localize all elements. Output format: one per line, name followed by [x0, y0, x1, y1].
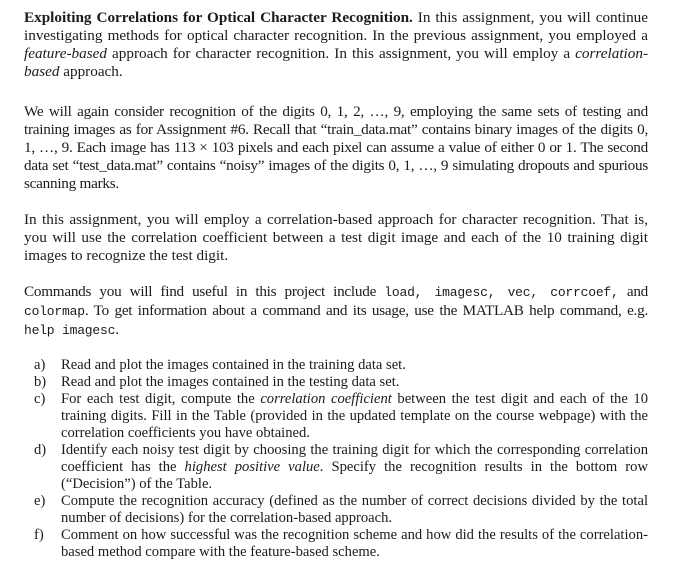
task-text: . Specify the recognition results in the bottom row (“Decision”) of the Table. — [61, 459, 648, 492]
intro-paragraph — [24, 9, 648, 81]
task-item-e — [24, 493, 648, 527]
approach-paragraph: In this assignment, you will employ a correlation-based approach for character recognition. That is, you will use the correlation coefficient between a test digit image and each of the 10 training digit images to recognize the test digit. — [24, 211, 648, 264]
task-text: Identify each noisy test digit by choosing the training digit for which the corresponding correlation coefficient has the — [61, 442, 648, 475]
task-text: Read and plot the images contained in the training data set. — [61, 357, 406, 373]
assignment-title: Exploiting Correlations for Optical Character Recognition. — [24, 9, 413, 26]
task-marker: e) — [34, 493, 46, 509]
task-text: Comment on how successful was the recognition scheme and how did the results of the correlation-based method compare with the feature-based scheme. — [61, 527, 648, 560]
commands-list: load, imagesc, vec, corrcoef, — [384, 285, 619, 300]
task-marker: c) — [34, 391, 46, 407]
intro-text-1: In this assignment, you will continue investigating methods for optical character recognition. In the previous assignment, you employed a — [24, 9, 649, 44]
intro-emphasis-feature-based: feature-based — [24, 45, 107, 62]
task-marker: f) — [34, 527, 44, 543]
intro-text-3: approach. — [63, 63, 123, 80]
task-item-a — [24, 357, 648, 374]
task-item-c — [24, 391, 648, 442]
intro-emphasis-correlation-based: correlation-based — [24, 45, 649, 80]
commands-text-2: and — [626, 283, 649, 300]
task-text: For each test digit, compute the — [61, 391, 255, 407]
task-item-f — [24, 527, 648, 561]
help-command-example: help imagesc — [24, 323, 116, 338]
task-list — [24, 357, 648, 561]
task-text: between the test digit and each of the 10 training digits. Fill in the Table (provided in the updated template on the course webpage) with the correlation coefficients you have obtained. — [61, 391, 648, 441]
data-description-paragraph: We will again consider recognition of the digits 0, 1, 2, …, 9, employing the same sets of testing and training images as for Assignment #6. Recall that “train_data.mat” contains binary images of the digits 0, 1, …, 9. Each image has 113 × 103 pixels and each pixel can assume a value of either 0 or 1. The second data set “test_data.mat” contains “noisy” images of the digits 0, 1, …, 9 simulating dropouts and spurious scanning marks. — [24, 103, 648, 192]
task-text: Read and plot the images contained in the testing data set. — [61, 374, 400, 390]
commands-text-4: . — [115, 321, 119, 338]
commands-paragraph — [24, 283, 648, 340]
commands-text-3: . To get information about a command and its usage, use the MATLAB help command, e.g. — [84, 302, 648, 319]
commands-text-1: Commands you will find useful in this project include — [24, 283, 377, 300]
task-item-d — [24, 442, 648, 493]
intro-text-2: approach for character recognition. In this assignment, you will employ a — [112, 45, 571, 62]
task-emphasis: highest positive value — [184, 459, 320, 475]
task-item-b — [24, 374, 648, 391]
command-colormap: colormap — [24, 304, 85, 319]
task-emphasis: correlation coefficient — [260, 391, 392, 407]
task-text: Compute the recognition accuracy (defined as the number of correct decisions divided by the total number of decisions) for the correlation-based approach. — [61, 493, 648, 526]
task-marker: d) — [34, 442, 47, 458]
task-marker: b) — [34, 374, 47, 390]
task-marker: a) — [34, 357, 46, 373]
